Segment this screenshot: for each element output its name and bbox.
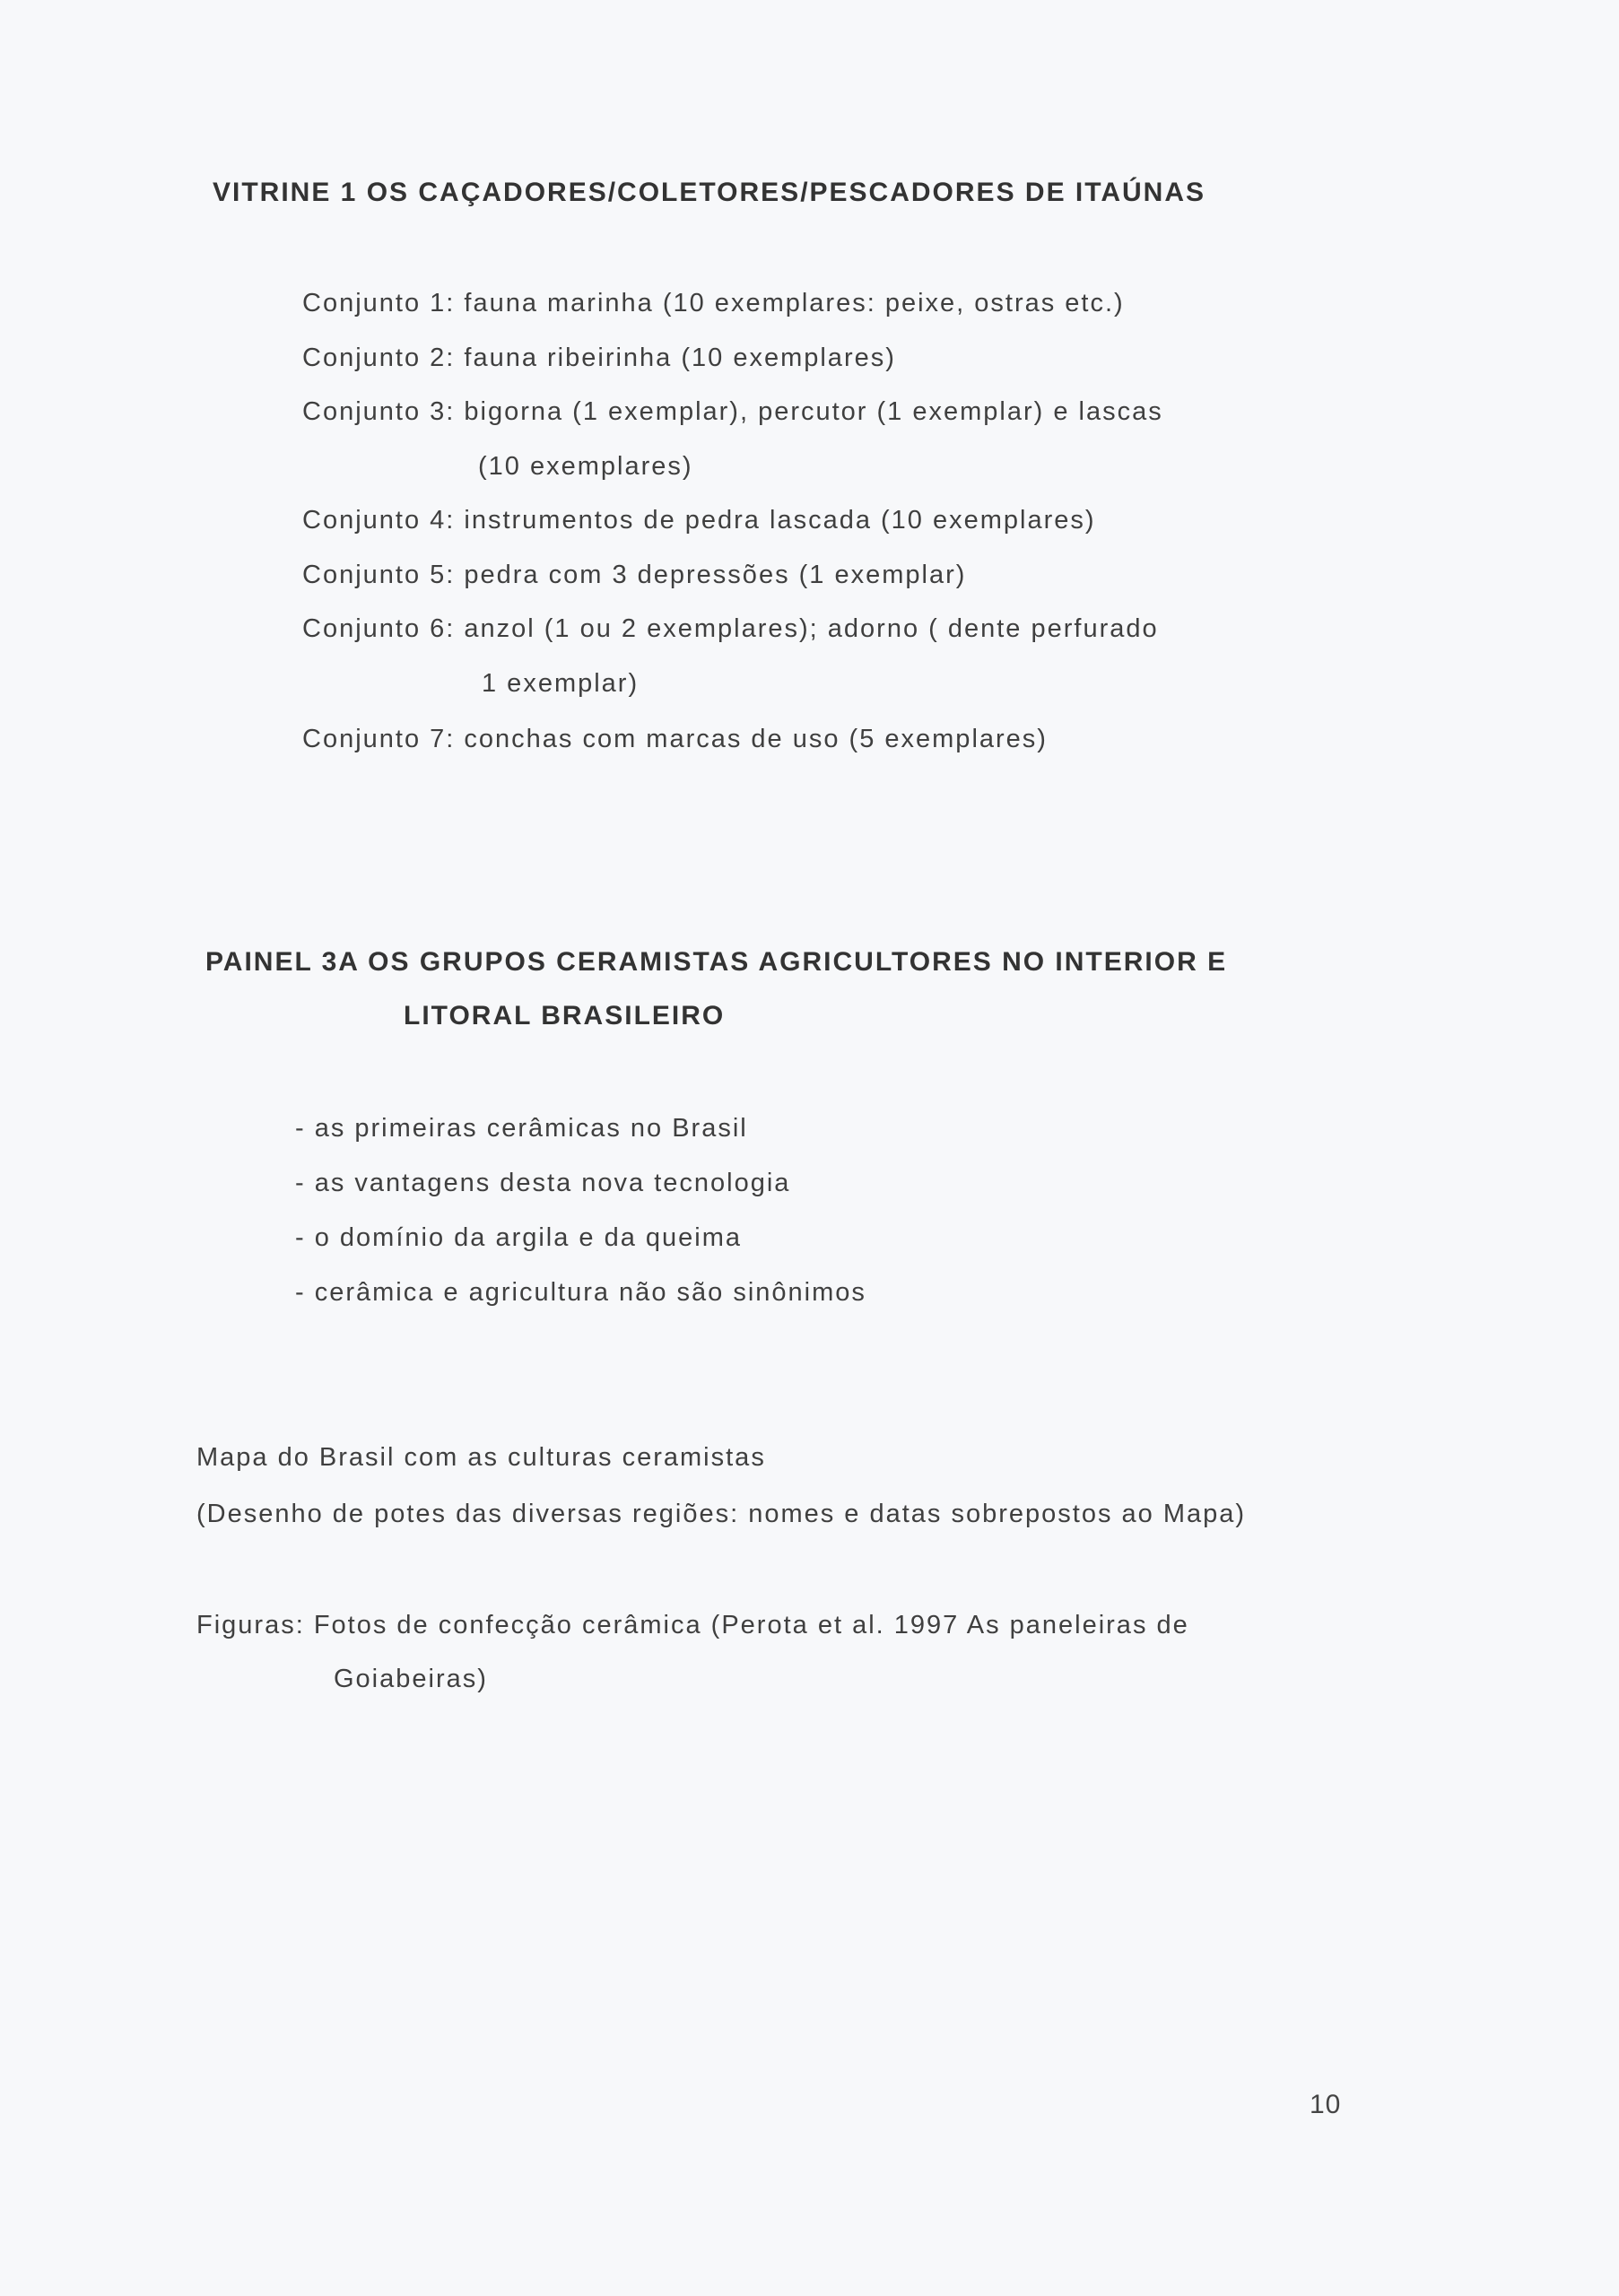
figuras-continuation: Goiabeiras)	[334, 1665, 488, 1693]
conjunto-4: Conjunto 4: instrumentos de pedra lascada (10 exemplares)	[302, 506, 1096, 535]
bullet-item: - o domínio da argila e da queima	[295, 1223, 743, 1252]
bullet-item: - cerâmica e agricultura não são sinônimos	[295, 1278, 866, 1307]
conjunto-3: Conjunto 3: bigorna (1 exemplar), percutor (1 exemplar) e lascas	[302, 397, 1163, 426]
bullet-item: - as primeiras cerâmicas no Brasil	[295, 1114, 748, 1143]
conjunto-2: Conjunto 2: fauna ribeirinha (10 exemplares)	[302, 344, 896, 372]
conjunto-6: Conjunto 6: anzol (1 ou 2 exemplares); adorno ( dente perfurado	[302, 614, 1159, 643]
page-number: 10	[1310, 2090, 1342, 2119]
painel-3a-heading: PAINEL 3A OS GRUPOS CERAMISTAS AGRICULTORES NO INTERIOR E	[205, 947, 1228, 977]
conjunto-7: Conjunto 7: conchas com marcas de uso (5 exemplares)	[302, 725, 1048, 753]
conjunto-3-continuation: (10 exemplares)	[478, 452, 693, 481]
conjunto-1: Conjunto 1: fauna marinha (10 exemplares: peixe, ostras etc.)	[302, 289, 1125, 317]
mapa-description: (Desenho de potes das diversas regiões: nomes e datas sobrepostos ao Mapa)	[196, 1500, 1247, 1528]
vitrine-1-heading: VITRINE 1 OS CAÇADORES/COLETORES/PESCADORES DE ITAÚNAS	[213, 178, 1206, 207]
conjunto-5: Conjunto 5: pedra com 3 depressões (1 exemplar)	[302, 561, 967, 589]
conjunto-6-continuation: 1 exemplar)	[482, 669, 640, 698]
bullet-item: - as vantagens desta nova tecnologia	[295, 1169, 791, 1197]
figuras-line: Figuras: Fotos de confecção cerâmica (Perota et al. 1997 As paneleiras de	[196, 1611, 1189, 1639]
mapa-line: Mapa do Brasil com as culturas ceramistas	[196, 1443, 766, 1472]
painel-3a-heading-continuation: LITORAL BRASILEIRO	[404, 1001, 726, 1031]
